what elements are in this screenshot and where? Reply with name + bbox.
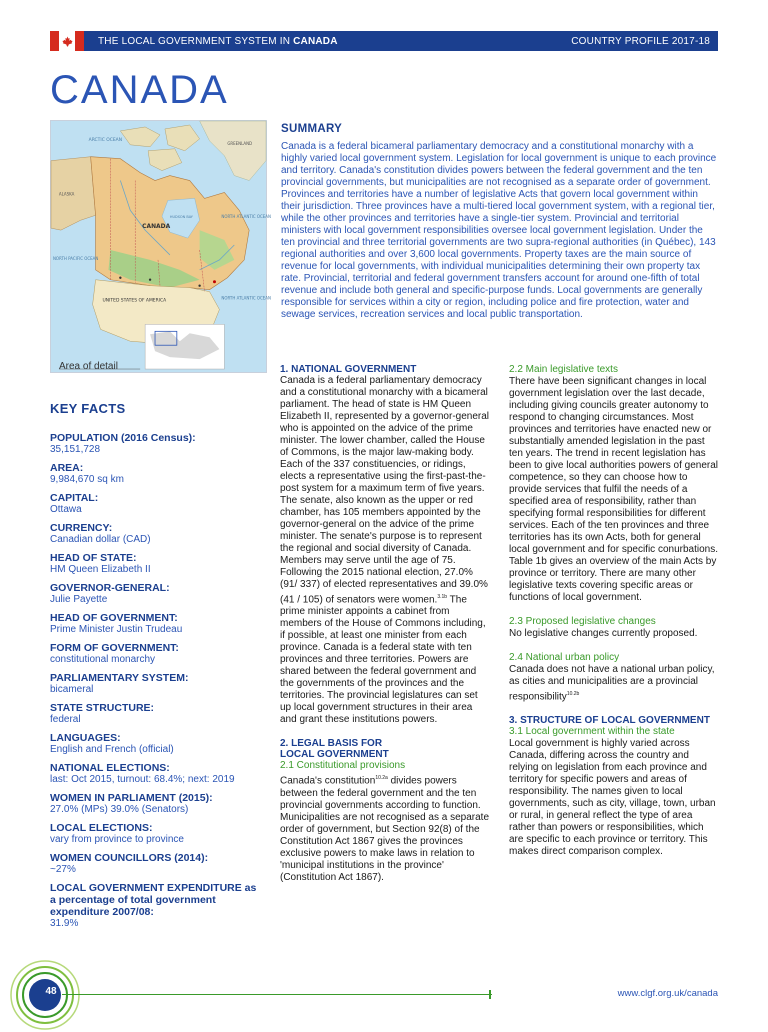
fact-national-elections: NATIONAL ELECTIONS: last: Oct 2015, turnout: 68.4%; next: 2019 <box>50 762 235 785</box>
fact-local-gov-expenditure: LOCAL GOVERNMENT EXPENDITURE as a percentage of total government expenditure 2007/08: 31.9% <box>50 882 257 929</box>
map-area-of-detail-label: Area of detail <box>59 361 118 372</box>
section-2-4-heading: 2.4 National urban policy <box>509 652 620 663</box>
key-facts-title: KEY FACTS <box>50 401 126 416</box>
fact-parliamentary-system: PARLIAMENTARY SYSTEM: bicameral <box>50 672 189 695</box>
section-1-heading: 1. NATIONAL GOVERNMENT <box>280 364 417 375</box>
map-label-alaska: ALASKA <box>58 191 75 197</box>
canada-flag-icon <box>50 31 84 51</box>
map-label-north-pacific: NORTH PACIFIC OCEAN <box>52 255 99 261</box>
map-label-greenland: GREENLAND <box>227 140 253 146</box>
fact-form-of-government: FORM OF GOVERNMENT: constitutional monarchy <box>50 642 179 665</box>
section-2-2-heading: 2.2 Main legislative texts <box>509 364 618 375</box>
map-label-north-atlantic: NORTH ATLANTIC OCEAN <box>221 214 271 220</box>
summary-text: Canada is a federal bicameral parliamentary democracy and a constitutional monarchy with a highly varied local government system. Legislation for local government is unique to each province and territory. Canada's constitution divides powers between the federal government and the ten provincial governments, but municipalities are not recognised as a separate order of government. Provinces and territories have a number of legislative Acts that govern local government within their jurisdiction. Three provinces have a multi-tiered local government system, with a regional tier, while the other provinces and territories have a single-tier system. Provincial and territorial ministers with local government responsibilities oversee local government legislation. Under the ten provincial and three territorial governments are two supra-regional authorities (in Québec), 143 regional authorities and over 3,600 local governments. Property taxes are the main source of revenue for local governments, with individual municipalities determining their own property tax rate. Provincial, territorial and federal government transfers account for around one-fifth of total revenue and include both general and specific-purpose funds. Local governments are generally responsible for services within a city or region, including police and fire protection, water and sewage services, recreation services and local public transportation. <box>281 141 717 320</box>
section-2-2-text: There have been significant changes in local government legislation over the last decade, including giving councils greater autonomy to respond to changing circumstances. Most provinces and territories have enacted new or substantially amended legislation in the past ten years. The trend in recent legislation has been to give local authorities powers of general competence, so they can choose how to provide services that fulfil the needs of a specified area of responsibility, rather than specifying formal responsibilities for different services. Each of the ten provinces and three territories has its own Acts, both for general local government and for specific conurbations. Table 1b gives an overview of the main Acts by province or territory. There are many other legislative texts covering specific areas or functions of local government. <box>509 376 719 603</box>
summary-title: SUMMARY <box>281 123 343 135</box>
footer-url[interactable]: www.clgf.org.uk/canada <box>617 988 718 999</box>
fact-currency: CURRENCY: Canadian dollar (CAD) <box>50 522 151 545</box>
fact-head-of-state: HEAD OF STATE: HM Queen Elizabeth II <box>50 552 151 575</box>
section-1-text: Canada is a federal parliamentary democracy and a constitutional monarchy with a bicameral parliament. The head of state is HM Queen Elizabeth II, represented by a governor-general who is appointed on the advice of the prime minister. The lower chamber, called the House of Commons, is the major law-making body. Each of the 337 constituencies, or ridings, elects a representative using the first-past-the-post system for a maximum term of five years. The senate, also known as the upper or red chamber, has 105 members appointed by the governor-general on the advice of the prime minister. The senate's purpose is to represent the regional and social diversity of Canada. Members may serve until the age of 75. Following the 2015 national election, 27.0% (91/ 337) of elected representatives and 39.0% (41 / 105) of senators were women.$^{3.1b}$ The prime minister appoints a cabinet from members of the House of Commons including, if possible, at least one minister from each province. Canada is a federal state with ten provinces and three territories. Powers are shared between the federal government and the governments of the provinces and the territories. The provincial legislatures can set up local government structures in their area and grant these institutions powers. <box>280 375 490 726</box>
section-2-heading: 2. LEGAL BASIS FOR LOCAL GOVERNMENT <box>280 738 389 761</box>
fact-local-elections: LOCAL ELECTIONS: vary from province to province <box>50 822 184 845</box>
fact-capital: CAPITAL: Ottawa <box>50 492 99 515</box>
header-profile: COUNTRY PROFILE 2017-18 <box>571 35 710 47</box>
page-number: 48 <box>45 986 57 997</box>
header-bar <box>50 31 718 51</box>
map-label-usa: UNITED STATES OF AMERICA <box>102 298 167 304</box>
section-3-1-text: Local government is highly varied across Canada, differing across the country and relying on legislation from each province and territory for specific powers and areas of responsibility. The names given to local governments, such as city, village, town, urban or rural, in general reflect the type of area rather than powers or responsibilities, which are specific to each province or territory. This makes direct comparison complex. <box>509 738 716 858</box>
fact-head-of-government: HEAD OF GOVERNMENT: Prime Minister Justin Trudeau <box>50 612 183 635</box>
page-title: CANADA <box>50 68 229 112</box>
body-column-2 <box>509 364 719 870</box>
section-3-heading: 3. STRUCTURE OF LOCAL GOVERNMENT <box>509 715 710 727</box>
section-3-1-heading: 3.1 Local government within the state <box>509 726 675 738</box>
fact-women-councillors: WOMEN COUNCILLORS (2014): ~27% <box>50 852 209 875</box>
fact-area: AREA: 9,984,670 sq km <box>50 462 124 485</box>
header-title: THE LOCAL GOVERNMENT SYSTEM IN CANADA <box>98 35 338 47</box>
body-column-1 <box>280 364 490 896</box>
fact-languages: LANGUAGES: English and French (official) <box>50 732 174 755</box>
map-label-hudson: HUDSON BAY <box>169 215 193 220</box>
map-label-arctic: ARCTIC OCEAN <box>88 137 123 143</box>
country-map <box>50 120 271 373</box>
section-2-1-text: Canada's constitution$^{10.2a}$ divides powers between the federal government and the ten provincial governments according to function. Municipalities are not recognised as a separate order of government, but Section 92(8) of the Constitution Act 1867 gives the provinces exclusive powers to make laws in relation to 'municipal institutions in the province' (Constitution Act 1867). <box>280 775 490 883</box>
map-label-canada: CANADA <box>142 223 171 231</box>
key-facts-list <box>50 432 265 936</box>
footer-rule <box>62 994 492 995</box>
section-2-1-heading: 2.1 Constitutional provisions <box>280 760 406 772</box>
map-label-north-atlantic-2: NORTH ATLANTIC OCEAN <box>221 295 271 301</box>
section-2-3-heading: 2.3 Proposed legislative changes <box>509 616 656 627</box>
fact-population: POPULATION (2016 Census): 35,151,728 <box>50 432 196 455</box>
fact-women-in-parliament: WOMEN IN PARLIAMENT (2015): 27.0% (MPs) 39.0% (Senators) <box>50 792 213 815</box>
section-2-3-text: No legislative changes currently proposed. <box>509 628 698 639</box>
fact-governor-general: GOVERNOR-GENERAL: Julie Payette <box>50 582 170 605</box>
footer-rule-end <box>489 990 491 999</box>
section-2-4-text: Canada does not have a national urban policy, as cities and municipalities are a provincial responsibility$^{10.2b}$ <box>509 664 715 703</box>
fact-state-structure: STATE STRUCTURE: federal <box>50 702 155 725</box>
